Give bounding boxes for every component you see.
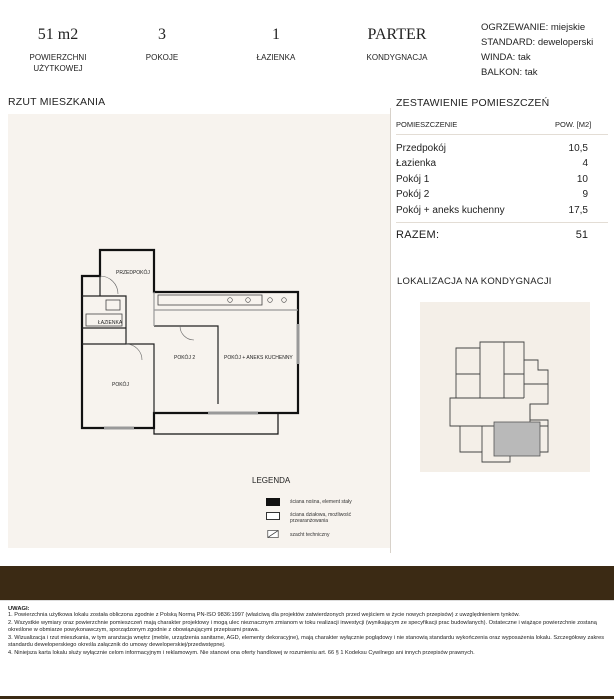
legend-text: ściana nośna, element stały	[290, 499, 352, 505]
plan-label-kitchen: POKÓJ + ANEKS KUCHENNY	[224, 355, 293, 361]
legend-swatch-shaft	[266, 530, 280, 538]
room-name: Pokój 1	[396, 174, 430, 185]
room-row	[396, 205, 608, 217]
notes	[0, 600, 614, 699]
room-row	[396, 189, 608, 201]
stat-floor-label: KONDYGNACJA	[366, 53, 428, 62]
location-unit-highlight	[494, 422, 540, 456]
legend-swatch-partition	[266, 512, 280, 520]
legend-text: szacht techniczny	[290, 532, 330, 538]
rooms-title: ZESTAWIENIE POMIESZCZEŃ	[396, 97, 550, 109]
plan-wall-room1	[82, 344, 154, 413]
stat-bathrooms	[244, 26, 308, 63]
stat-rooms	[132, 26, 192, 63]
rooms-header-name: POMIESZCZENIE	[396, 120, 458, 129]
stat-rooms-label: POKOJE	[145, 53, 179, 62]
note-3: 3. Wizualizacja i rzut mieszkania, w tym aranżacja wnętrz (meble, urządzenia sanitarne, AGD, elementy dekoracyjne), mają charakter wyłącznie poglądowy i nie stanowią standardu wykończenia oraz wyposażenia lokalu. Szczegółowy zakres standardu deweloperskiego określa załącznik do umowy deweloperskiej/przedwstępnej.	[8, 634, 605, 649]
spec-heating: OGRZEWANIE: miejskie	[481, 22, 586, 33]
location-title: LOKALIZACJA NA KONDYGNACJI	[397, 276, 552, 287]
legend	[252, 476, 372, 485]
rooms-total-value: 51	[575, 229, 588, 241]
room-area: 17,5	[568, 205, 588, 216]
plan-sink	[106, 300, 120, 310]
room-name: Pokój 2	[396, 189, 430, 200]
legend-swatch-loadbearing	[266, 498, 280, 506]
spec-standard: STANDARD: deweloperski	[481, 37, 594, 48]
plan-balcony	[154, 413, 278, 434]
rooms-header-divider	[396, 134, 608, 135]
note-4: 4. Niniejsza karta lokalu służy wyłącznie celom informacyjnym i reklamowym. Nie stanowi ona oferty handlowej w rozumieniu art. 66 § 1 Kodeksu Cywilnego ani innych przepisów prawnych.	[8, 649, 475, 656]
room-row	[396, 143, 608, 155]
legend-title: LEGENDA	[252, 476, 291, 485]
stat-area-label: POWIERZCHNI UŻYTKOWEJ	[29, 53, 87, 73]
plan-label-room2: POKÓJ 2	[174, 355, 196, 361]
room-name: Pokój + aneks kuchenny	[396, 205, 505, 216]
plan-wall-kitchen	[154, 292, 298, 326]
note-2: 2. Wszystkie wymiary oraz powierzchnie pomieszczeń mają charakter projektowy i mogą ulec nieznacznym zmianom w toku realizacji inwestycji (wynikającym ze specyfikacji prac budowlanych). Ostateczne i wiążące powierzchnie zostaną określone w obmiarze powykonawczym, sporządzonym zgodnie z obowiązującymi przepisami prawa.	[8, 619, 597, 634]
stat-rooms-value: 3	[158, 26, 166, 43]
plan-label-bathroom: ŁAZIENKA	[98, 320, 123, 326]
note-1: 1. Powierzchnia użytkowa lokalu została obliczona zgodnie z Polską Normą PN-ISO 9836:1997 (właściwą dla projektów zatwierdzonych przed wejściem w życie nowych przepisów) z uwzględnieniem tynków.	[8, 612, 520, 618]
room-name: Przedpokój	[396, 143, 447, 154]
stat-floor	[352, 26, 442, 63]
legend-text: ściana działowa, możliwość przearanżowania	[290, 512, 352, 524]
specs-list	[481, 20, 593, 80]
rooms-total-label: RAZEM:	[396, 229, 440, 241]
plan-wall-outer	[82, 250, 298, 428]
room-area: 10,5	[568, 143, 588, 154]
notes-title: UWAGI:	[8, 606, 30, 612]
rooms-total-divider	[396, 222, 608, 223]
stat-bathrooms-value: 1	[272, 26, 280, 43]
stat-area	[26, 26, 90, 74]
room-row	[396, 158, 608, 170]
room-name: Łazienka	[396, 158, 437, 169]
stat-floor-value: PARTER	[367, 26, 427, 43]
plan-label-hallway: PRZEDPOKÓJ	[116, 270, 150, 276]
plan-kitchen-counter	[158, 295, 262, 305]
spec-balcony: BALKON: tak	[481, 67, 538, 78]
room-area: 4	[582, 158, 588, 169]
room-area: 10	[576, 174, 588, 185]
stat-area-value: 51 m2	[37, 26, 79, 43]
plan-label-room1: POKÓJ	[112, 382, 129, 388]
room-row	[396, 174, 608, 186]
plan-title: RZUT MIESZKANIA	[8, 96, 106, 108]
spec-elevator: WINDA: tak	[481, 52, 531, 63]
divider-vertical	[390, 108, 391, 553]
room-area: 9	[582, 189, 588, 200]
decorative-band	[0, 566, 614, 600]
rooms-header-area: POW. [M2]	[555, 120, 592, 129]
location-plan	[420, 302, 590, 472]
stat-bathrooms-label: ŁAZIENKA	[256, 53, 296, 62]
